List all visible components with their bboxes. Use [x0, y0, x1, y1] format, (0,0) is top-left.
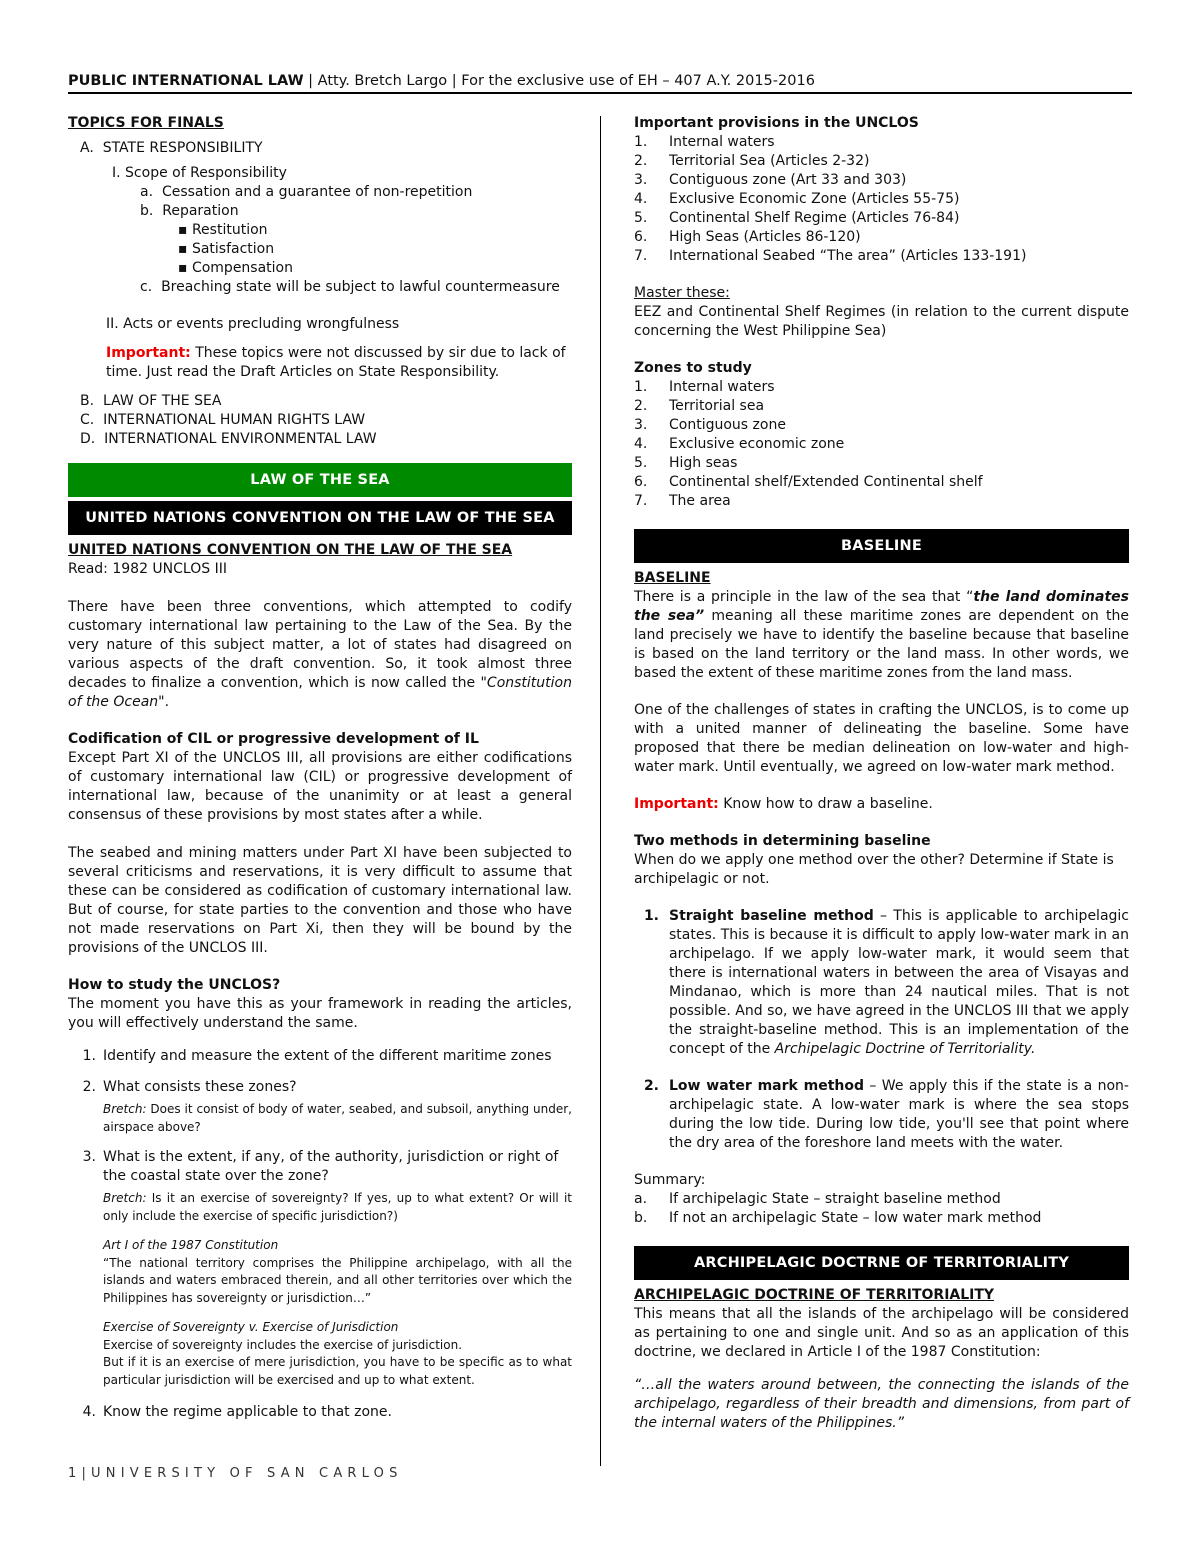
unclos-bar: UNITED NATIONS CONVENTION ON THE LAW OF THE SEA [68, 501, 572, 535]
baseline-heading: BASELINE [634, 570, 711, 586]
list-item: 6. High Seas (Articles 86-120) [634, 229, 861, 245]
topic-a: A. STATE RESPONSIBILITY [80, 140, 263, 156]
list-item: 3. What is the extent, if any, of the authority, jurisdiction or right of the coastal state over the zone? Bretch: Is it an exercise of sovereignty? If yes, up to what extent? Or will it only include the exercise of specific jurisdiction?) Art I of the 1987 Constitution “The national territory comprises the Philippine archipelago, with all the islands and waters embraced therein, and all other territories over which the Philippines has sovereignty or jurisdiction…” Exercise of Sovereignty v. Exercise of Jurisdiction Exercise of sovereignty includes the exercise of jurisdiction. But if it is an exercise of mere jurisdiction, you have to be specific as to what particular jurisdiction will be exercised and up to what extent. [82, 1149, 572, 1387]
methods-list [634, 907, 1129, 1153]
list-item: 4. Know the regime applicable to that zone. [82, 1404, 392, 1420]
scope-item: I. Scope of Responsibility [112, 165, 287, 181]
list-item: 4. Exclusive Economic Zone (Articles 55-75) [634, 191, 960, 207]
list-item: 7. International Seabed “The area” (Articles 133-191) [634, 248, 1027, 264]
scope-a: a. Cessation and a guarantee of non-repetition [140, 184, 473, 200]
list-item: 5. High seas [634, 455, 738, 471]
right-column [634, 114, 1129, 1433]
list-item: 2. What consists these zones? Bretch: Does it consist of body of water, seabed, and subsoil, anything under, airspace above? [82, 1079, 572, 1134]
list-item: 5. Continental Shelf Regime (Articles 76-84) [634, 210, 960, 226]
list-item: 7. The area [634, 493, 731, 509]
archipelagic-heading: ARCHIPELAGIC DOCTRINE OF TERRITORIALITY [634, 1287, 995, 1303]
reparation-item: ▪ Satisfaction [178, 241, 275, 257]
archipelagic-text: This means that all the islands of the archipelago will be considered as pertaining to one and single unit. And so as an application of this doctrine, we declared in Article I of the 1987 Constitution: [634, 1306, 1129, 1360]
paragraph-conventions: There have been three conventions, which attempted to codify customary international law pertaining to the Law of the Sea. By the very nature of this subject matter, a lot of states had disagreed on various aspects of the draft convention. So, it took almost three decades to finalize a convention, which is now called the "Constitution of the Ocean". [68, 599, 572, 710]
list-item: 1. Internal waters [634, 379, 775, 395]
methods-intro: When do we apply one method over the other? Determine if State is archipelagic or not. [634, 852, 1114, 887]
archipelagic-bar: ARCHIPELAGIC DOCTRNE OF TERRITORIALITY [634, 1246, 1129, 1280]
page-header [68, 72, 1132, 94]
left-column [68, 114, 572, 1422]
list-item: 2. Territorial Sea (Articles 2-32) [634, 153, 870, 169]
list-item: 1. Straight baseline method – This is applicable to archipelagic states. This is because it is difficult to apply low-water mark in an archipelago. If we apply low-water mark, it would seem that there is international waters in between the area of Visayas and Mindanao, which is more than 24 nautical miles. That is not possible. And so, we have agreed in the UNCLOS III that we apply the straight-baseline method. This is an implementation of the concept of the Archipelagic Doctrine of Territoriality. [643, 908, 1129, 1057]
summary-b: b. If not an archipelagic State – low water mark method [634, 1210, 1042, 1226]
baseline-challenges: One of the challenges of states in crafting the UNCLOS, is to come up with a united manner of delineating the baseline. Some have proposed that there be median delineation on low-water and high-water mark. Until eventually, we agreed on low-water mark method. [634, 702, 1129, 775]
list-item: 1. Internal waters [634, 134, 775, 150]
provisions-list [634, 133, 1129, 266]
topic-c: C. INTERNATIONAL HUMAN RIGHTS LAW [80, 412, 366, 428]
list-item: 3. Contiguous zone (Art 33 and 303) [634, 172, 907, 188]
list-item: 3. Contiguous zone [634, 417, 786, 433]
topics-heading: TOPICS FOR FINALS [68, 115, 224, 131]
zones-heading: Zones to study [634, 360, 752, 376]
page-footer: 1|UNIVERSITY OF SAN CARLOS [68, 1466, 403, 1481]
paragraph-framework: The moment you have this as your framework in reading the articles, you will effectively understand the same. [68, 996, 572, 1031]
scope-c: c. Breaching state will be subject to lawful countermeasure [140, 279, 560, 295]
read-line: Read: 1982 UNCLOS III [68, 561, 227, 577]
list-item: 2. Territorial sea [634, 398, 765, 414]
study-heading: How to study the UNCLOS? [68, 977, 281, 993]
important-note: Important: These topics were not discussed by sir due to lack of time. Just read the Draft Articles on State Responsibility. [106, 345, 566, 380]
study-steps [68, 1047, 572, 1422]
header-details: | Atty. Bretch Largo | For the exclusive use of EH – 407 A.Y. 2015-2016 [303, 73, 815, 89]
acts-item: II. Acts or events precluding wrongfulness [106, 316, 400, 332]
column-divider [600, 116, 601, 1466]
summary-label: Summary: [634, 1172, 706, 1188]
reparation-item: ▪ Restitution [178, 222, 268, 238]
archipelagic-quote: “…all the waters around between, the connecting the islands of the archipelago, regardless of their breadth and dimensions, from part of the internal waters of the Philippines.” [634, 1377, 1129, 1431]
provisions-heading: Important provisions in the UNCLOS [634, 115, 919, 131]
scope-b: b. Reparation [140, 203, 239, 219]
list-item: 6. Continental shelf/Extended Continental shelf [634, 474, 983, 490]
topic-b: B. LAW OF THE SEA [80, 393, 222, 409]
paragraph-seabed: The seabed and mining matters under Part XI have been subjected to several criticisms and reservations, it is very difficult to assume that these can be considered as codification of customary international law. But of course, for state parties to the convention and those who have not made reservations on Part Xi, then they will be bound by the provisions of the UNCLOS III. [68, 845, 572, 956]
summary-a: a. If archipelagic State – straight baseline method [634, 1191, 1001, 1207]
master-text: EEZ and Continental Shelf Regimes (in relation to the current dispute concerning the West Philippine Sea) [634, 304, 1129, 339]
topic-d: D. INTERNATIONAL ENVIRONMENTAL LAW [80, 431, 377, 447]
list-item: 2. Low water mark method – We apply this if the state is a non-archipelagic state. A low-water mark is where the sea stops during the low tide. During low tide, you'll see that point where the dry area of the foreshore land meets with the water. [643, 1078, 1129, 1151]
baseline-bar: BASELINE [634, 529, 1129, 563]
master-label: Master these: [634, 285, 730, 301]
reparation-item: ▪ Compensation [178, 260, 293, 276]
list-item: 1. Identify and measure the extent of the different maritime zones [82, 1048, 552, 1064]
course-title: PUBLIC INTERNATIONAL LAW [68, 73, 304, 89]
paragraph-codification: Except Part XI of the UNCLOS III, all provisions are either codifications of customary international law (CIL) or progressive development of international law, because of the unanimity or at least a general consensus of these provisions by most states after a while. [68, 750, 572, 823]
methods-heading: Two methods in determining baseline [634, 833, 931, 849]
important-note: Important: Know how to draw a baseline. [634, 796, 933, 812]
zones-list [634, 378, 1129, 511]
law-of-the-sea-bar: LAW OF THE SEA [68, 463, 572, 497]
list-item: 4. Exclusive economic zone [634, 436, 845, 452]
baseline-paragraph: There is a principle in the law of the sea that “the land dominates the sea” meaning all these maritime zones are dependent on the land precisely we have to identify the baseline because that baseline is based on the land territory or the land mass. In other words, we based the extent of these maritime zones from the land mass. [634, 589, 1129, 681]
unclos-heading: UNITED NATIONS CONVENTION ON THE LAW OF THE SEA [68, 542, 513, 558]
codification-heading: Codification of CIL or progressive development of IL [68, 731, 479, 747]
